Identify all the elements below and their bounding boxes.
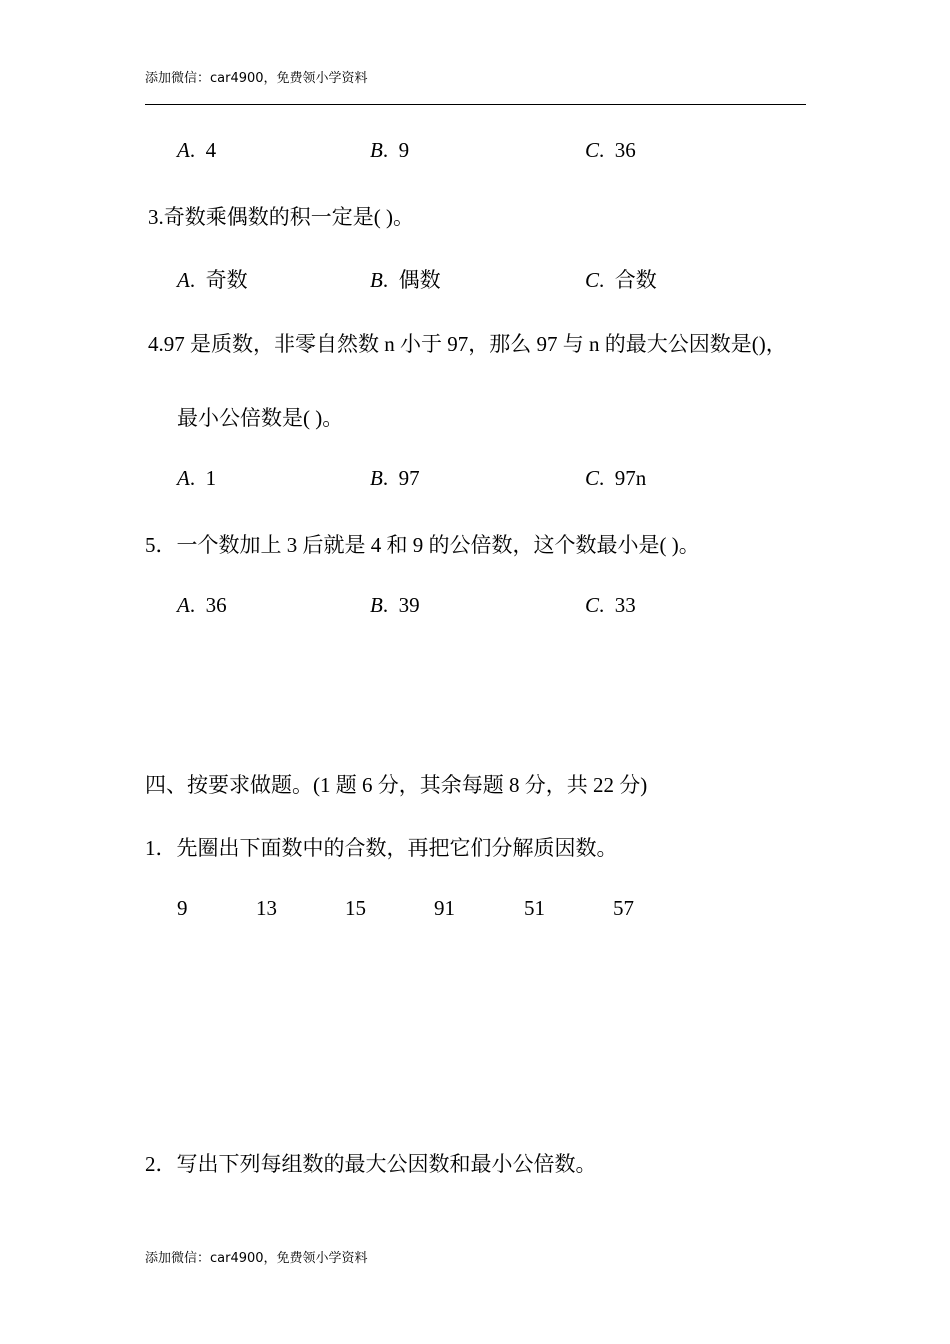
section-4-title: 四、按要求做题。(1 题 6 分，其余每题 8 分，共 22 分)	[145, 773, 648, 797]
number-item: 9	[177, 896, 188, 920]
q2-option-b: B. 9	[370, 138, 410, 162]
q5-option-b: B. 39	[370, 593, 420, 617]
q2-option-c: C. 36	[585, 138, 636, 162]
q4-option-c: C. 97n	[585, 466, 647, 490]
number-item: 57	[613, 896, 634, 920]
q3-option-a: A. 奇数	[177, 268, 248, 292]
q3-option-c: C. 合数	[585, 268, 657, 292]
page-header: 添加微信：car4900，免费领小学资料	[145, 71, 368, 86]
q4-option-a: A. 1	[177, 466, 217, 490]
q2-option-a: A. 4	[177, 138, 217, 162]
q5-option-c: C. 33	[585, 593, 636, 617]
section-4-q2-stem: 2．写出下列每组数的最大公因数和最小公倍数。	[145, 1152, 597, 1176]
q4-stem-continued: 最小公倍数是( )。	[177, 406, 344, 430]
number-item: 15	[345, 896, 366, 920]
section-4-q1-stem: 1．先圈出下面数中的合数，再把它们分解质因数。	[145, 836, 618, 860]
q5-stem: 5．一个数加上 3 后就是 4 和 9 的公倍数，这个数最小是( )。	[145, 533, 700, 557]
q3-option-b: B. 偶数	[370, 268, 441, 292]
q3-stem: 3.奇数乘偶数的积一定是( )。	[148, 205, 414, 229]
header-rule	[145, 104, 806, 105]
number-item: 13	[256, 896, 277, 920]
q4-option-b: B. 97	[370, 466, 420, 490]
number-item: 91	[434, 896, 455, 920]
page-footer: 添加微信：car4900，免费领小学资料	[145, 1251, 368, 1266]
number-item: 51	[524, 896, 545, 920]
q5-option-a: A. 36	[177, 593, 227, 617]
q4-stem: 4.97 是质数，非零自然数 n 小于 97，那么 97 与 n 的最大公因数是()，	[148, 332, 787, 356]
